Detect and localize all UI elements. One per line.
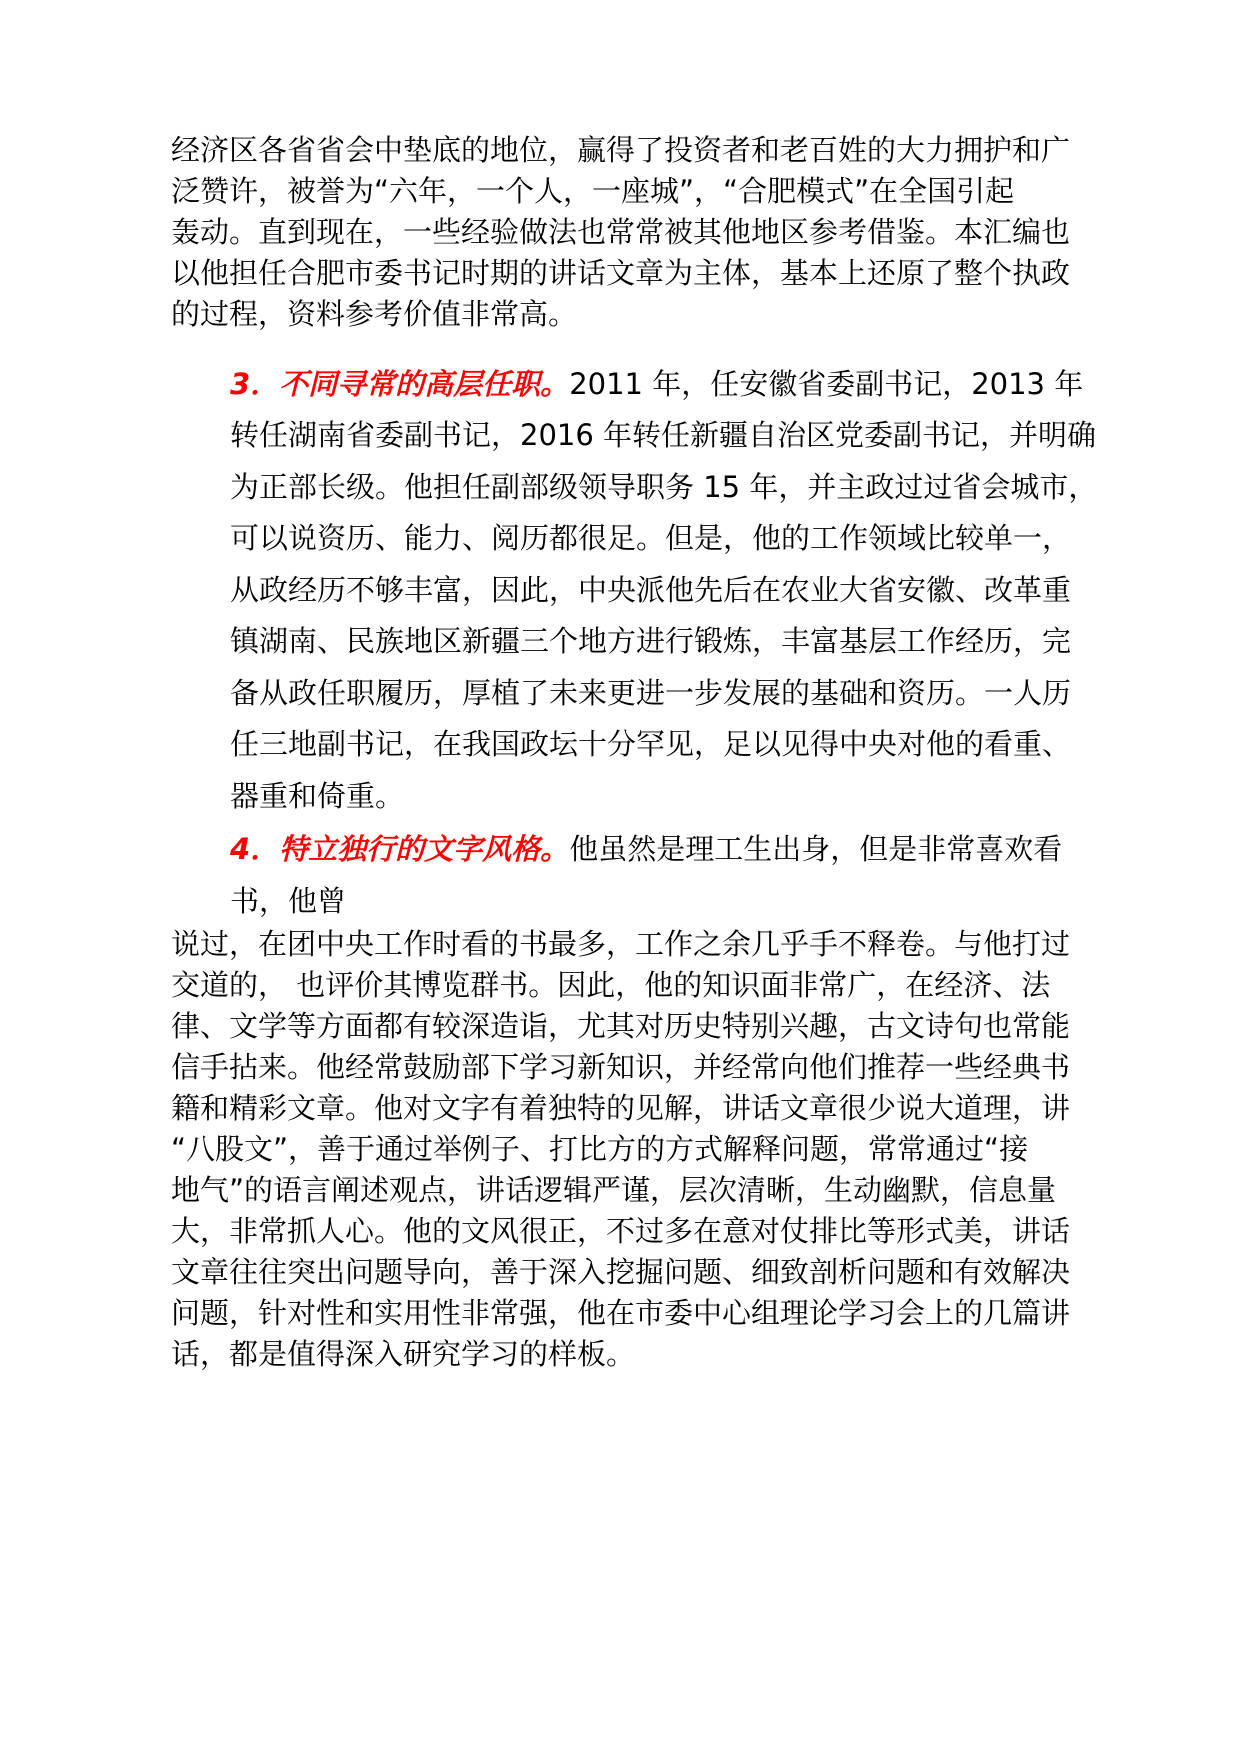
section-4-line-7: 籍和精彩文章。他对文字有着独特的见解，讲话文章很少说大道理，讲 — [171, 1091, 1071, 1125]
section-4-line-2: 书，他曾 — [230, 884, 347, 918]
section-4-line-12: 问题，针对性和实用性非常强，他在市委中心组理论学习会上的几篇讲 — [171, 1296, 1071, 1330]
intro-line-4: 以他担任合肥市委书记时期的讲话文章为主体，基本上还原了整个执政 — [171, 256, 1071, 290]
intro-line-5: 的过程，资料参考价值非常高。 — [171, 297, 578, 331]
section-3-line-8: 任三地副书记，在我国政坛十分罕见，足以见得中央对他的看重、 — [230, 727, 1072, 761]
section-4-line-6: 信手拈来。他经常鼓励部下学习新知识，并经常向他们推荐一些经典书 — [171, 1050, 1071, 1084]
section-3-line-2: 转任湖南省委副书记，2016 年转任新疆自治区党委副书记，并明确 — [230, 418, 1097, 452]
intro-line-3: 轰动。直到现在，一些经验做法也常常被其他地区参考借鉴。本汇编也 — [171, 215, 1071, 249]
section-3-first-line — [230, 364, 1083, 404]
intro-line-1: 经济区各省省会中垫底的地位，赢得了投资者和老百姓的大力拥护和广 — [171, 133, 1071, 167]
section-3-line-9: 器重和倚重。 — [230, 779, 405, 813]
section-4-line-10: 大，非常抓人心。他的文风很正，不过多在意对仗排比等形式美，讲话 — [171, 1214, 1071, 1248]
section-4-line-4: 交道的， 也评价其博览群书。因此，他的知识面非常广，在经济、法 — [171, 968, 1051, 1002]
section-4-line-8: “八股文”，善于通过举例子、打比方的方式解释问题，常常通过“接 — [171, 1132, 1029, 1166]
section-4-line-5: 律、文学等方面都有较深造诣，尤其对历史特别兴趣，古文诗句也常能 — [171, 1009, 1071, 1043]
section-3-line-4: 可以说资历、能力、阅历都很足。但是，他的工作领域比较单一， — [230, 521, 1072, 555]
section-4-line-3: 说过，在团中央工作时看的书最多，工作之余几乎手不释卷。与他打过 — [171, 927, 1071, 961]
section-4-line-13: 话，都是值得深入研究学习的样板。 — [171, 1337, 636, 1371]
section-3-line-3: 为正部长级。他担任副部级领导职务 15 年，并主政过过省会城市， — [230, 470, 1098, 504]
section-4-line-11: 文章往往突出问题导向，善于深入挖掘问题、细致剖析问题和有效解决 — [171, 1255, 1071, 1289]
section-4-heading: 4．特立独行的文字风格。 — [230, 832, 570, 866]
section-4-first-line-text: 他虽然是理工生出身，但是非常喜欢看 — [569, 832, 1063, 866]
section-3-line-6: 镇湖南、民族地区新疆三个地方进行锻炼，丰富基层工作经历，完 — [230, 624, 1072, 658]
section-3-heading: 3．不同寻常的高层任职。 — [230, 367, 570, 401]
section-3-line-7: 备从政任职履历，厚植了未来更进一步发展的基础和资历。一人历 — [230, 676, 1072, 710]
section-3-first-line-text: 2011 年，任安徽省委副书记，2013 年 — [569, 367, 1084, 401]
section-3-line-5: 从政经历不够丰富，因此，中央派他先后在农业大省安徽、改革重 — [230, 573, 1072, 607]
section-4-line-9: 地气”的语言阐述观点，讲话逻辑严谨，层次清晰，生动幽默，信息量 — [171, 1173, 1057, 1207]
section-4-first-line — [230, 829, 1062, 869]
intro-line-2: 泛赞许，被誉为“六年，一个人，一座城”，“合肥模式”在全国引起 — [171, 174, 1015, 208]
